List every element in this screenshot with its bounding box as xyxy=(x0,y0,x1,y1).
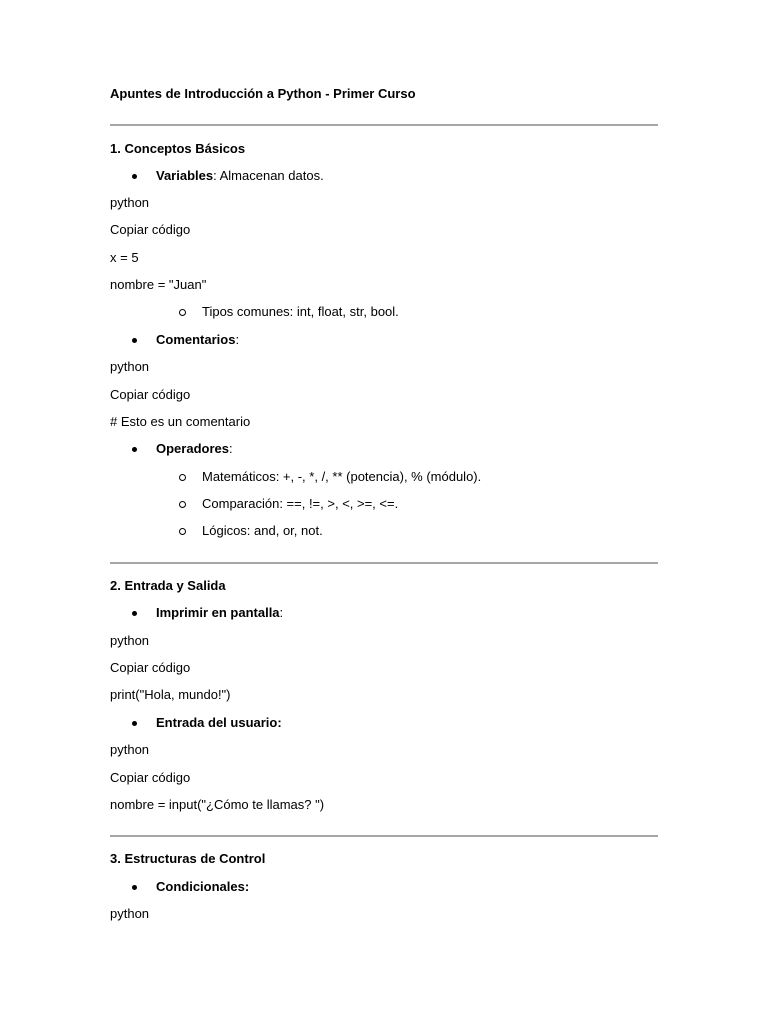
item-label: Imprimir en pantalla xyxy=(156,605,280,620)
item-label: Variables xyxy=(156,168,214,183)
item-label: Comentarios xyxy=(156,332,236,347)
code-line: print("Hola, mundo!") xyxy=(110,687,231,702)
sub-bullet-icon xyxy=(178,469,187,485)
horizontal-rule xyxy=(110,835,658,837)
list-item-entrada: Entrada del usuario: xyxy=(156,715,282,730)
code-line: nombre = "Juan" xyxy=(110,277,207,292)
item-text: : xyxy=(235,332,240,347)
list-item-comentarios xyxy=(156,332,239,348)
list-item-imprimir xyxy=(156,605,283,621)
copy-code-link[interactable]: Copiar código xyxy=(110,387,191,402)
section-heading: 1. Conceptos Básicos xyxy=(110,141,246,156)
item-label: Operadores xyxy=(156,441,229,456)
sub-list-item: Matemáticos: +, -, *, /, ** (potencia), % (módulo). xyxy=(202,469,482,484)
code-line: x = 5 xyxy=(110,250,139,265)
sub-bullet-icon xyxy=(178,304,187,320)
bullet-icon xyxy=(131,332,139,348)
item-text: : Almacenan datos. xyxy=(213,168,324,183)
list-item-operadores xyxy=(156,441,233,457)
sub-list-item: Lógicos: and, or, not. xyxy=(202,523,323,538)
bullet-icon xyxy=(131,605,139,621)
code-language: python xyxy=(110,742,150,757)
section-heading: 2. Entrada y Salida xyxy=(110,578,226,593)
copy-code-link[interactable]: Copiar código xyxy=(110,222,191,237)
item-text: : xyxy=(279,605,284,620)
section-heading: 3. Estructuras de Control xyxy=(110,851,266,866)
document-title: Apuntes de Introducción a Python - Primer Curso xyxy=(110,86,416,101)
code-language: python xyxy=(110,633,150,648)
copy-code-link[interactable]: Copiar código xyxy=(110,660,191,675)
sub-list-item: Tipos comunes: int, float, str, bool. xyxy=(202,304,399,319)
bullet-icon xyxy=(131,441,139,457)
item-text: : xyxy=(228,441,233,456)
copy-code-link[interactable]: Copiar código xyxy=(110,770,191,785)
code-language: python xyxy=(110,906,150,921)
bullet-icon xyxy=(131,879,139,895)
code-language: python xyxy=(110,359,150,374)
bullet-icon xyxy=(131,168,139,184)
horizontal-rule xyxy=(110,124,658,126)
sub-bullet-icon xyxy=(178,496,187,512)
list-item-condicionales: Condicionales: xyxy=(156,879,250,894)
list-item-variables xyxy=(156,168,324,184)
sub-bullet-icon xyxy=(178,523,187,539)
horizontal-rule xyxy=(110,562,658,564)
code-line: nombre = input("¿Cómo te llamas? ") xyxy=(110,797,325,812)
code-language: python xyxy=(110,195,150,210)
code-line: # Esto es un comentario xyxy=(110,414,251,429)
bullet-icon xyxy=(131,715,139,731)
sub-list-item: Comparación: ==, !=, >, <, >=, <=. xyxy=(202,496,399,511)
